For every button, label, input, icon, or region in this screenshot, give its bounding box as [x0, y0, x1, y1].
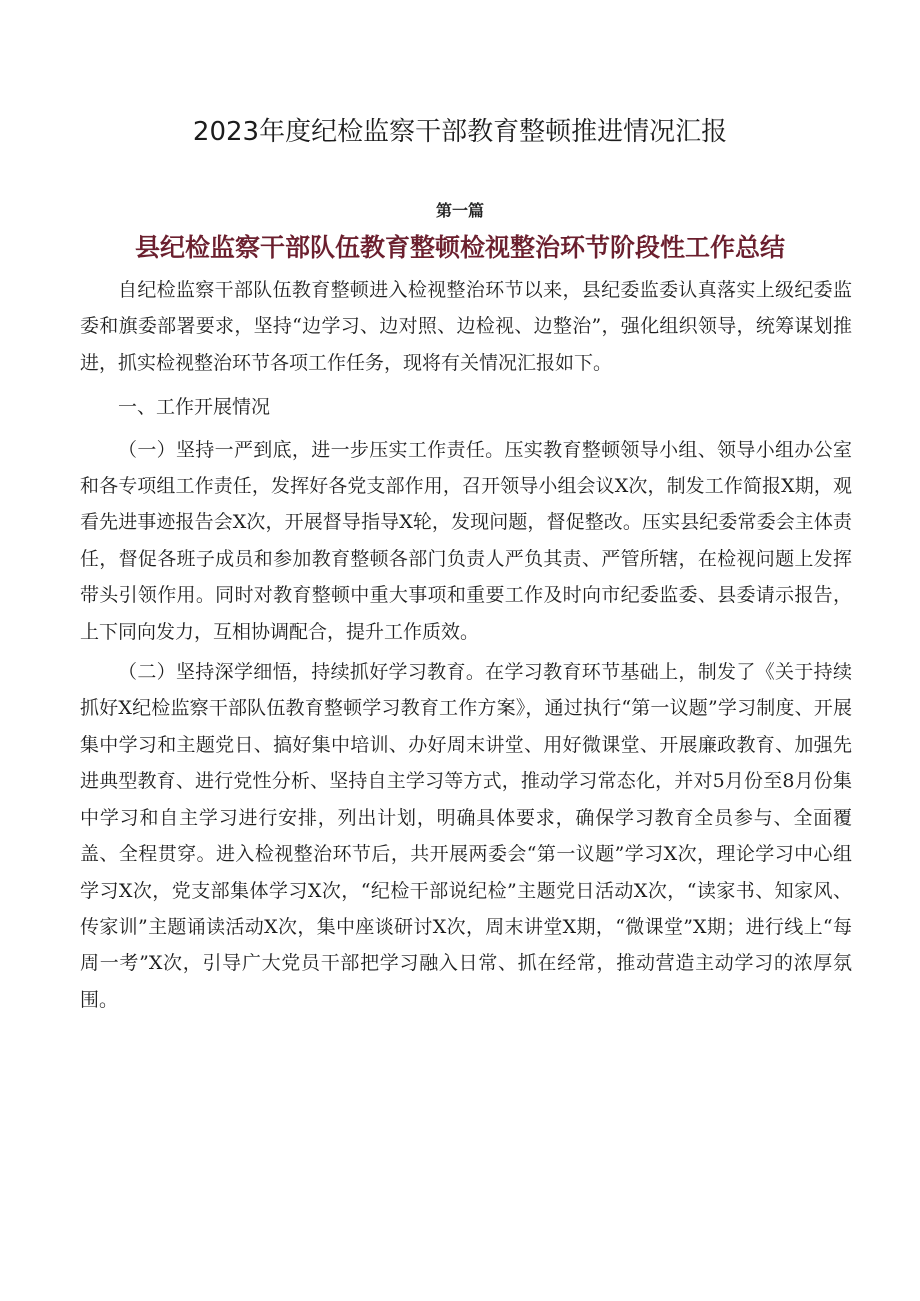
section-heading: 一、工作开展情况: [118, 396, 271, 419]
paragraph-1: （一）坚持一严到底，进一步压实工作责任。压实教育整顿领导小组、领导小组办公室和各专项组工作责任，发挥好各党支部作用，召开领导小组会议X次，制发工作简报X期，观看先进事迹报告会X次，开展督导指导X轮，发现问题，督促整改。压实县纪委常委会主体责任，督促各班子成员和参加教育整顿各部门负责人严负其责、严管所辖，在检视问题上发挥带头引领作用。同时对教育整顿中重大事项和重要工作及时向市纪委监委、县委请示报告，上下同向发力，互相协调配合，提升工作质效。: [80, 438, 852, 643]
document-title: 2023年度纪检监察干部教育整顿推进情况汇报: [192, 117, 728, 147]
intro-paragraph: 自纪检监察干部队伍教育整顿进入检视整治环节以来，县纪委监委认真落实上级纪委监委和旗委部署要求，坚持“边学习、边对照、边检视、边整治”，强化组织领导，统筹谋划推进，抓实检视整治环节各项工作任务，现将有关情况汇报如下。: [80, 279, 852, 374]
document-body: [80, 272, 852, 1022]
paragraph-2: （二）坚持深学细悟，持续抓好学习教育。在学习教育环节基础上，制发了《关于持续抓好X纪检监察干部队伍教育整顿学习教育工作方案》，通过执行“第一议题”学习制度、开展集中学习和主题党日、搞好集中培训、办好周末讲堂、用好微课堂、开展廉政教育、加强先进典型教育、进行党性分析、坚持自主学习等方式，推动学习常态化，并对5月份至8月份集中学习和自主学习进行安排，列出计划，明确具体要求，确保学习教育全员参与、全面覆盖、全程贯穿。进入检视整治环节后，共开展两委会“第一议题”学习X次，理论学习中心组学习X次，党支部集体学习X次，“纪检干部说纪检”主题党日活动X次，“读家书、知家风、传家训”主题诵读活动X次，集中座谈研讨X次，周末讲堂X期，“微课堂”X期；进行线上“每周一考”X次，引导广大党员干部把学习融入日常、抓在经常，推动营造主动学习的浓厚氛围。: [80, 661, 852, 1011]
part-label: 第一篇: [435, 201, 484, 220]
document-subtitle: 县纪检监察干部队伍教育整顿检视整治环节阶段性工作总结: [134, 233, 785, 262]
